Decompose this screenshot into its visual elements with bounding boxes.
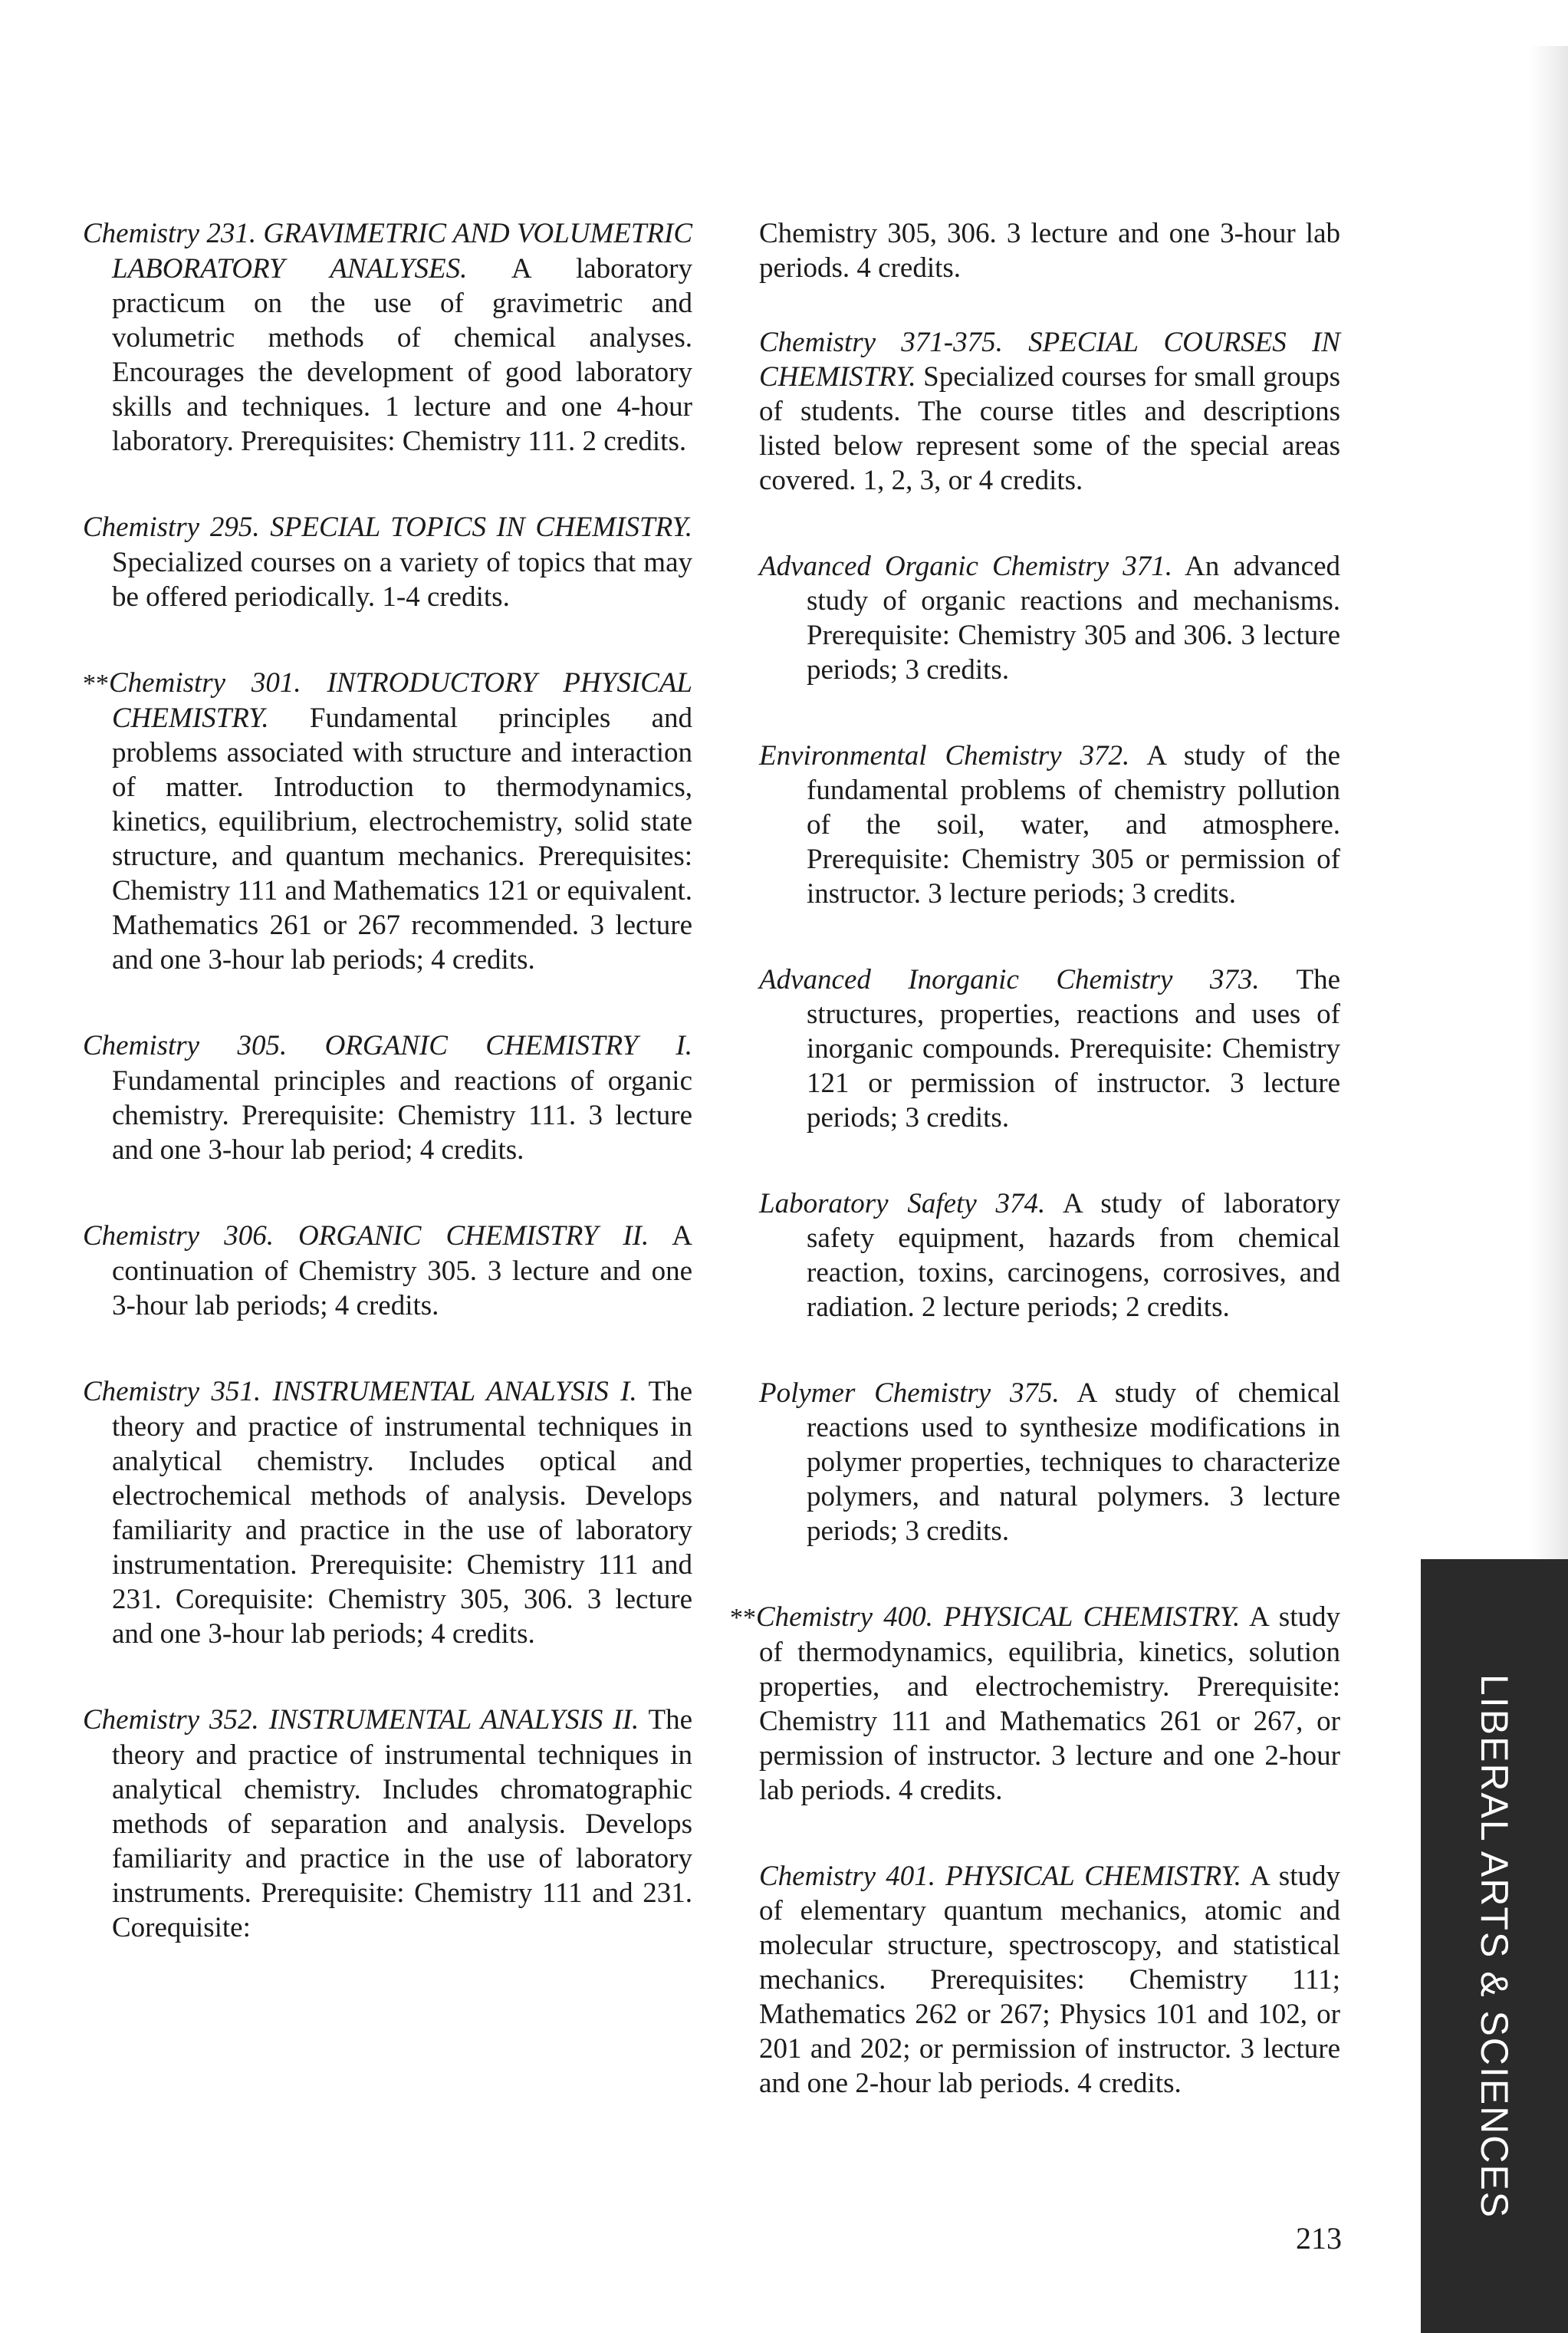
section-tab-label: LIBERAL ARTS & SCIENCES	[1473, 1673, 1516, 2219]
course-heading: Chemistry 306. ORGANIC CHEMISTRY II.	[83, 1220, 649, 1252]
course-entry	[83, 1028, 692, 1167]
course-description: The theory and practice of instrumental techniques in analytical chemistry. Includes chromatographic methods of separation and analysis. Develops familiarity and practice in the use of laboratory instruments. Prerequisite: Chemistry 111 and 231. Corequisite:	[112, 1704, 692, 1943]
right-column	[730, 216, 1341, 2152]
special-course-entry	[759, 962, 1340, 1135]
course-description: The structures, properties, reactions and uses of inorganic compounds. Prerequisite: Chemistry 121 or permission of instructor. 3 lecture periods; 3 credits.	[807, 964, 1340, 1134]
course-heading: Chemistry 295. SPECIAL TOPICS IN CHEMISTRY.	[83, 512, 692, 543]
course-heading: Chemistry 231. GRAVIMETRIC AND VOLUMETRIC LABORATORY ANALYSES.	[83, 218, 692, 285]
course-description: A continuation of Chemistry 305. 3 lecture and one 3-hour lab periods; 4 credits.	[112, 1220, 693, 1321]
course-heading: Chemistry 371-375. SPECIAL COURSES IN CHEMISTRY.	[759, 327, 1340, 393]
course-description: A laboratory practicum on the use of gravimetric and volumetric methods of chemical analyses. Encourages the development of good laboratory skills and techniques. 1 lecture and one 4-hour laboratory. Prerequisites: Chemistry 111. 2 credits.	[112, 253, 692, 457]
course-description: Fundamental principles and reactions of organic chemistry. Prerequisite: Chemistry 111. 3 lecture and one 3-hour lab period; 4 credits.	[112, 1065, 692, 1166]
course-heading: Laboratory Safety 374.	[759, 1188, 1046, 1219]
course-heading: Chemistry 400. PHYSICAL CHEMISTRY.	[756, 1601, 1241, 1633]
page-number: 213	[1296, 2221, 1342, 2256]
course-heading: Chemistry 301. INTRODUCTORY PHYSICAL CHEMISTRY.	[109, 667, 692, 734]
course-entry	[83, 666, 692, 977]
course-description: A study of laboratory safety equipment, hazards from chemical reaction, toxins, carcinogens, corrosives, and radiation. 2 lecture periods; 2 credits.	[807, 1188, 1341, 1323]
course-description: Fundamental principles and problems associated with structure and interaction of matter. Introduction to thermodynamics, kinetics, equilibrium, electrochemistry, solid state structure, and quantum mechanics. Prerequisites: Chemistry 111 and Mathematics 121 or equivalent. Mathematics 261 or 267 recommended. 3 lecture and one 3-hour lab periods; 4 credits.	[112, 703, 692, 976]
course-heading: Chemistry 351. INSTRUMENTAL ANALYSIS I.	[83, 1376, 637, 1407]
course-entry	[83, 1374, 692, 1651]
course-description: A study of thermodynamics, equilibria, kinetics, solution properties, and electrochemistry. Prerequisite: Chemistry 111 and Mathematics 261 or 267, or permission of instructor. 3 lecture and one 2-hour lab periods. 4 credits.	[759, 1601, 1340, 1806]
course-entry	[759, 325, 1340, 498]
section-tab	[1421, 1559, 1568, 2333]
course-description: An advanced study of organic reactions and mechanisms. Prerequisite: Chemistry 305 and 306. 3 lecture periods; 3 credits.	[807, 551, 1341, 686]
course-heading: Chemistry 352. INSTRUMENTAL ANALYSIS II.	[83, 1704, 639, 1736]
course-description: Specialized courses for small groups of students. The course titles and descriptions listed below represent some of the special areas covered. 1, 2, 3, or 4 credits.	[759, 361, 1340, 496]
course-entry	[730, 1600, 1340, 1808]
course-description: The theory and practice of instrumental techniques in analytical chemistry. Includes optical and electrochemical methods of analysis. Develops familiarity and practice in the use of laboratory instrumentation. Prerequisite: Chemistry 111 and 231. Corequisite: Chemistry 305, 306. 3 lecture and one 3-hour lab periods; 4 credits.	[112, 1376, 692, 1650]
course-heading: Advanced Inorganic Chemistry 373.	[759, 964, 1260, 995]
special-course-entry	[759, 1186, 1340, 1324]
course-entry	[83, 1219, 693, 1323]
course-entry-continuation	[759, 216, 1340, 285]
course-description: Specialized courses on a variety of topics that may be offered periodically. 1-4 credits.	[112, 547, 692, 613]
course-entry	[759, 1859, 1340, 2101]
course-heading: Environmental Chemistry 372.	[759, 740, 1130, 772]
course-heading: Advanced Organic Chemistry 371.	[759, 551, 1172, 582]
course-description: Chemistry 305, 306. 3 lecture and one 3-hour lab periods. 4 credits.	[759, 218, 1340, 284]
course-entry	[83, 1703, 692, 1945]
course-description: A study of elementary quantum mechanics, atomic and molecular structure, spectroscopy, and statistical mechanics. Prerequisites: Chemistry 111; Mathematics 262 or 267; Physics 101 and 102, or 201 and 202; or permission of instructor. 3 lecture and one 2-hour lab periods. 4 credits.	[759, 1861, 1340, 2099]
course-heading: Chemistry 401. PHYSICAL CHEMISTRY.	[759, 1861, 1241, 1892]
course-heading: Chemistry 305. ORGANIC CHEMISTRY I.	[83, 1030, 692, 1061]
special-course-entry	[759, 1376, 1340, 1548]
course-description: A study of the fundamental problems of chemistry pollution of the soil, water, and atmosphere. Prerequisite: Chemistry 305 or permission of instructor. 3 lecture periods; 3 credits.	[807, 740, 1340, 910]
special-course-entry	[759, 739, 1340, 911]
course-entry	[83, 216, 692, 459]
course-heading: Polymer Chemistry 375.	[759, 1377, 1060, 1409]
left-column	[83, 216, 693, 1996]
entry-stars: **	[730, 1604, 756, 1632]
course-entry	[83, 510, 692, 614]
special-course-entry	[759, 549, 1340, 687]
entry-stars: **	[83, 670, 109, 698]
page-edge-shadow	[1530, 46, 1568, 1595]
course-description: A study of chemical reactions used to synthesize modifications in polymer properties, techniques to characterize polymers, and natural polymers. 3 lecture periods; 3 credits.	[807, 1377, 1340, 1547]
